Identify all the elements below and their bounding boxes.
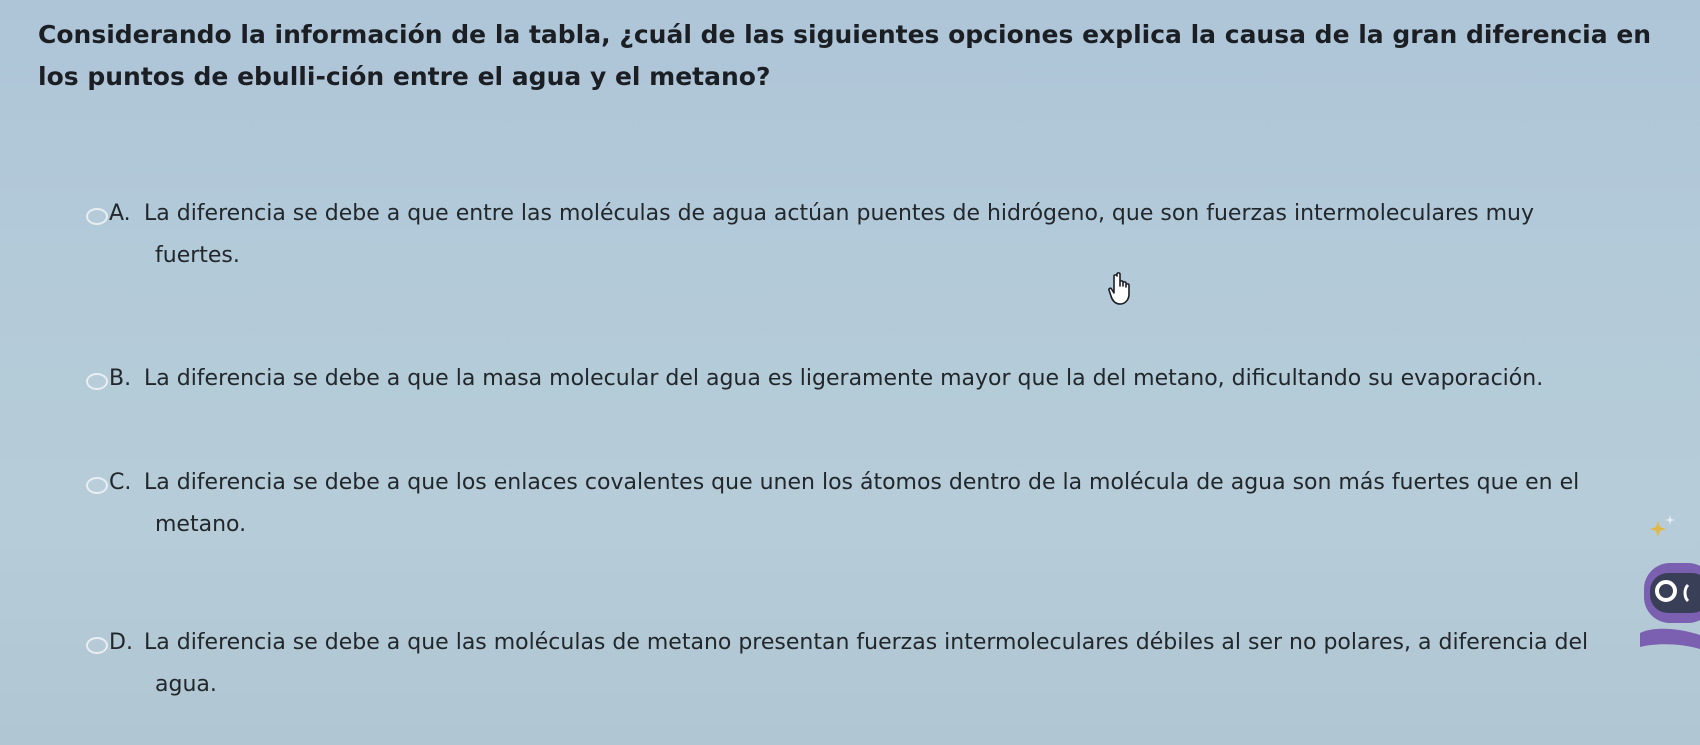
option-b-letter: B. (109, 366, 132, 391)
option-a-line2: fuertes. (155, 243, 240, 268)
hand-pointer-icon (1108, 272, 1136, 306)
option-c-letter: C. (109, 470, 132, 495)
option-d-line1: La diferencia se debe a que las moléculas de metano presentan fuerzas intermoleculares débiles al ser no polares, a diferencia del (144, 630, 1589, 655)
option-d-line2: agua. (155, 672, 217, 697)
radio-option-c[interactable] (86, 477, 108, 494)
option-d-text[interactable] (109, 622, 1629, 706)
robot-assistant-icon[interactable] (1636, 515, 1700, 655)
option-c-line2: metano. (155, 512, 247, 537)
option-c-line1: La diferencia se debe a que los enlaces covalentes que unen los átomos dentro de la molécula de agua son más fuertes que en el (144, 470, 1580, 495)
option-a-letter: A. (109, 201, 131, 226)
option-b-line1: La diferencia se debe a que la masa molecular del agua es ligeramente mayor que la del metano, dificultando su evaporación. (144, 366, 1544, 391)
option-b-text[interactable] (109, 358, 1629, 400)
question-text: Considerando la información de la tabla, ¿cuál de las siguientes opciones explica la causa de la gran diferencia en los puntos de ebulli-ción entre el agua y el metano? (38, 20, 1652, 91)
option-a-text[interactable] (109, 193, 1629, 277)
option-c-text[interactable] (109, 462, 1629, 546)
radio-option-b[interactable] (86, 373, 108, 390)
radio-option-a[interactable] (86, 208, 108, 225)
option-a-line1: La diferencia se debe a que entre las moléculas de agua actúan puentes de hidrógeno, que son fuerzas intermoleculares muy (144, 201, 1534, 226)
option-d-letter: D. (109, 630, 133, 655)
radio-option-d[interactable] (86, 637, 108, 654)
